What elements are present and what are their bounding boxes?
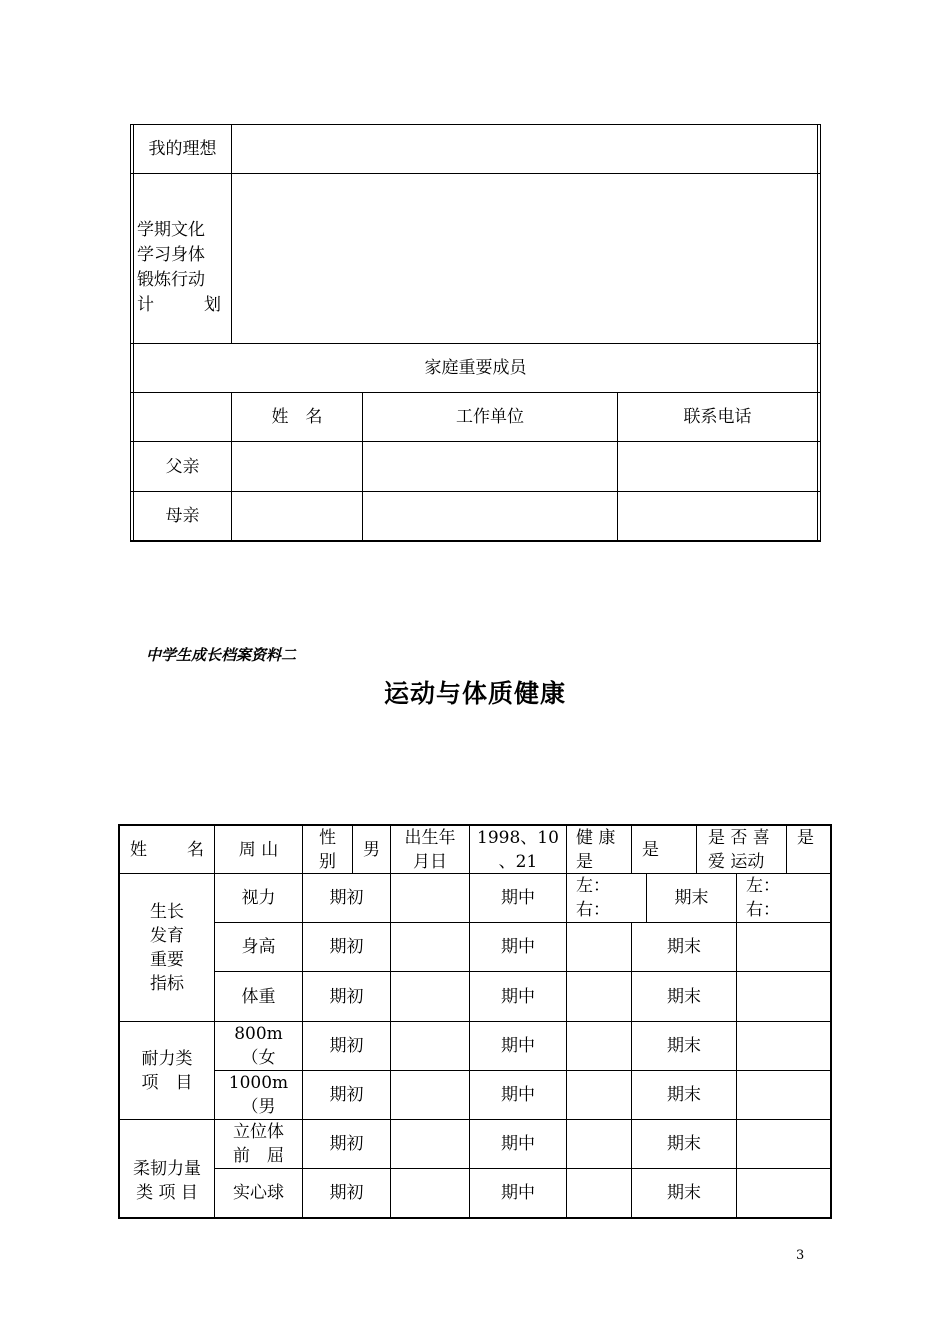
name-label	[130, 826, 204, 873]
item-weight: 体重	[241, 986, 276, 1007]
term-end-label: 期末	[667, 986, 701, 1007]
plan-label-char: 计	[137, 295, 154, 315]
term-end-label: 期末	[674, 888, 709, 908]
group-growth-label	[120, 874, 214, 1021]
vision-end-left-right	[746, 874, 830, 922]
item-1000m	[215, 1071, 302, 1119]
term-end-label: 期末	[667, 1134, 701, 1154]
item-800m-line: 800m	[234, 1024, 283, 1044]
row-father: 父亲	[165, 456, 200, 477]
item-ball: 实心球	[233, 1183, 284, 1203]
item-sit-reach	[215, 1120, 302, 1168]
col-work: 工作单位	[456, 407, 524, 427]
name-label-char: 名	[187, 839, 204, 860]
plan-input[interactable]	[232, 174, 817, 343]
group-growth-line: 发育	[150, 925, 184, 946]
term-start-label: 期初	[329, 1183, 364, 1203]
ideal-input[interactable]	[232, 125, 817, 173]
family-header: 家庭重要成员	[424, 358, 527, 378]
gender-label	[303, 826, 352, 873]
item-800m-line: （女	[241, 1048, 276, 1068]
left-label: 左：	[576, 876, 610, 896]
gender-label-line: 别	[319, 851, 336, 872]
term-start-label: 期初	[329, 937, 364, 957]
group-growth-line: 重要	[150, 949, 184, 970]
plan-label-line: 学期文化	[137, 220, 205, 240]
term-mid-label: 期中	[501, 986, 535, 1007]
group-growth-line: 生长	[150, 901, 184, 922]
group-endurance-label	[120, 1022, 214, 1119]
item-sit-reach-line: 立位体	[233, 1122, 284, 1142]
term-start-label: 期初	[329, 986, 364, 1007]
health-value: 是	[642, 840, 659, 860]
plan-label-line: 学习身体	[137, 245, 205, 265]
term-end-label: 期末	[667, 1085, 701, 1105]
name-value: 周 山	[238, 839, 279, 860]
group-flex-line: 类 项 目	[136, 1182, 198, 1203]
section-subtitle: 中学生成长档案资料二	[146, 646, 297, 664]
item-1000m-line: 1000m	[228, 1073, 289, 1093]
birth-label-line: 月日	[413, 851, 447, 872]
term-mid-label: 期中	[501, 1085, 535, 1105]
term-start-label: 期初	[329, 1134, 364, 1154]
col-name: 姓 名	[271, 407, 323, 427]
likes-label-line: 是 否 喜	[708, 828, 770, 848]
right-label: 右：	[576, 900, 610, 920]
item-sit-reach-line: 前 屈	[233, 1146, 284, 1166]
term-end-label: 期末	[667, 1036, 701, 1056]
term-start-label: 期初	[329, 888, 364, 908]
health-label-line: 是	[576, 852, 593, 872]
col-phone: 联系电话	[683, 407, 752, 427]
term-mid-label: 期中	[501, 937, 535, 957]
term-mid-label: 期中	[501, 888, 535, 908]
section-title: 运动与体质健康	[383, 679, 566, 708]
term-mid-label: 期中	[501, 1183, 535, 1203]
term-end-label: 期末	[667, 1183, 701, 1203]
term-start-label: 期初	[329, 1036, 364, 1056]
item-800m	[215, 1022, 302, 1070]
birth-value	[470, 826, 566, 873]
group-endurance-line: 耐力类	[141, 1048, 193, 1069]
term-start-label: 期初	[329, 1085, 364, 1105]
likes-label-line: 爱 运动	[708, 852, 765, 872]
likes-label	[708, 826, 786, 873]
group-flex-line: 柔韧力量	[133, 1158, 201, 1179]
term-mid-label: 期中	[501, 1036, 535, 1056]
term-end-label: 期末	[667, 937, 701, 957]
right-label: 右：	[746, 900, 780, 920]
item-vision: 视力	[241, 888, 276, 908]
row-mother: 母亲	[165, 506, 200, 526]
plan-label	[137, 218, 221, 318]
birth-value-line: 、21	[498, 851, 538, 872]
birth-label-line: 出生年	[404, 827, 456, 848]
gender-label-line: 性	[319, 827, 336, 848]
page-number: 3	[796, 1248, 805, 1263]
plan-label-line: 锻炼行动	[137, 270, 205, 290]
health-label-line: 健 康	[576, 828, 616, 848]
group-flex-label	[120, 1120, 214, 1217]
birth-label	[391, 826, 469, 873]
item-height: 身高	[241, 937, 276, 957]
gender-value: 男	[363, 839, 380, 860]
name-label-char: 姓	[130, 839, 147, 860]
likes-value: 是	[797, 828, 814, 848]
left-label: 左：	[746, 876, 780, 896]
health-label	[576, 826, 631, 873]
birth-value-line: 1998、10	[477, 827, 559, 848]
plan-label-char: 划	[204, 295, 221, 315]
vision-mid-left-right	[576, 874, 646, 922]
plan-label-line	[137, 293, 221, 318]
ideal-label: 我的理想	[148, 139, 217, 159]
group-growth-line: 指标	[150, 973, 184, 994]
item-1000m-line: （男	[241, 1097, 276, 1117]
term-mid-label: 期中	[501, 1134, 535, 1154]
group-endurance-line: 项 目	[141, 1072, 193, 1093]
